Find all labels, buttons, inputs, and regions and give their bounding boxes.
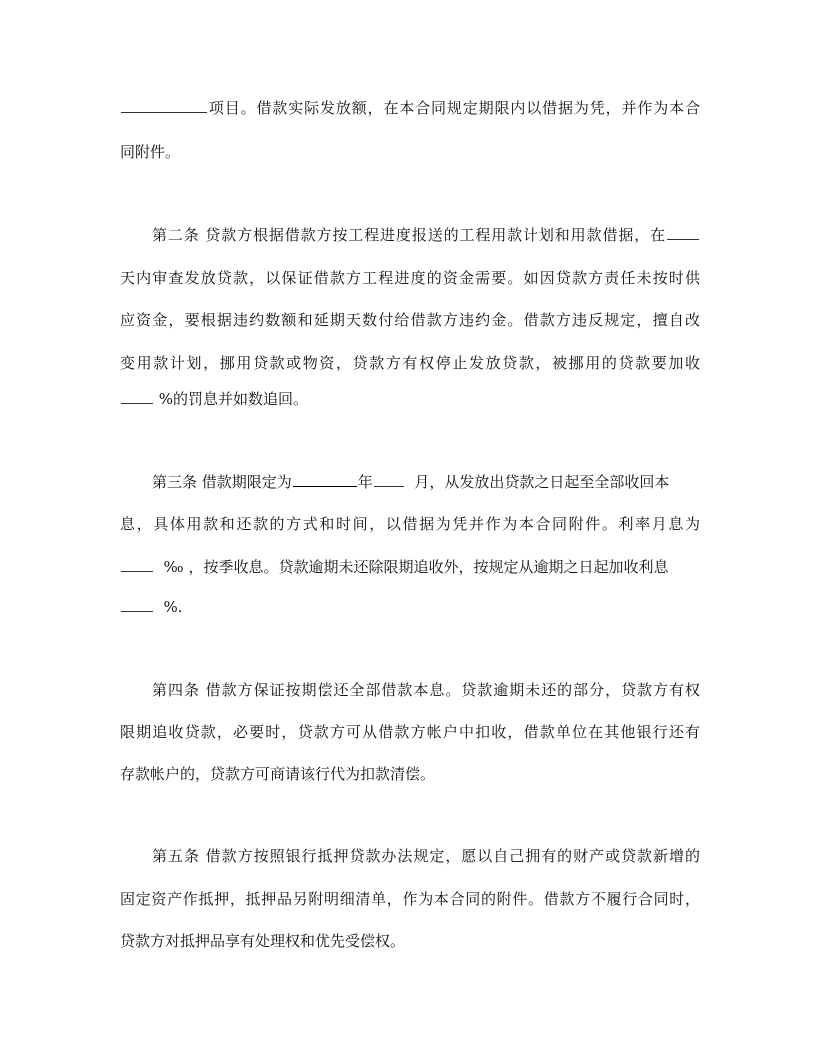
article-3-line-2: 息，具体用款和还款的方式和时间，以借据为凭并作为本合同附件。利率月息为 [120, 515, 700, 533]
article-4-line-1: 第四条 借款方保证按期偿还全部借款本息。贷款逾期未还的部分，贷款方有权 [152, 681, 700, 699]
article-4-line-3: 存款帐户的，贷款方可商请该行代为扣款清偿。 [120, 765, 436, 783]
review-days-blank[interactable] [667, 224, 699, 240]
article-3-line-4 [120, 596, 700, 617]
year-label: 年 [357, 473, 373, 491]
article-2-line-3: 应资金，要根据违约数额和延期天数付给借款方违约金。借款方违反规定，擅自改 [120, 311, 700, 329]
loan-months-blank[interactable] [374, 471, 404, 487]
article-2-line-1 [152, 224, 700, 245]
p1-line-1-text: 项目。借款实际发放额，在本合同规定期限内以借据为凭，并作为本合 [208, 99, 700, 117]
article-2-line-1-text: 第二条 贷款方根据借款方按工程进度报送的工程用款计划和用款借据，在 [152, 226, 666, 244]
overdue-rate-blank[interactable] [121, 596, 153, 612]
article-3-line-1-text: 第三条 借款期限定为 [152, 473, 292, 491]
article-5-line-3: 贷款方对抵押品享有处理权和优先受偿权。 [120, 932, 406, 950]
article-3-line-3-text: ‰ ，按季收息。贷款逾期未还除限期追收外，按规定从逾期之日起加收利息 [163, 558, 669, 576]
article-3-line-3 [120, 556, 700, 577]
article-5-line-1: 第五条 借款方按照银行抵押贷款办法规定，愿以自己拥有的财产或贷款新增的 [152, 847, 700, 865]
loan-years-blank[interactable] [293, 471, 357, 487]
penalty-rate-blank[interactable] [121, 388, 153, 404]
article-2-line-4: 变用款计划，挪用贷款或物资，贷款方有权停止发放贷款，被挪用的贷款要加收 [120, 354, 700, 372]
article-2-line-5-text: %的罚息并如数追回。 [158, 390, 309, 408]
article-5-line-2: 固定资产作抵押，抵押品另附明细清单，作为本合同的附件。借款方不履行合同时， [120, 890, 700, 908]
project-blank[interactable] [121, 97, 207, 113]
article-3-line-4-text: %. [163, 598, 183, 616]
monthly-rate-blank[interactable] [121, 556, 153, 572]
article-3-line-1-tail: 月，从发放出贷款之日起至全部收回本 [414, 473, 670, 491]
article-3-line-1 [152, 471, 700, 492]
p1-line-1 [120, 97, 700, 118]
article-4-line-2: 限期追收贷款，必要时，贷款方可从借款方帐户中扣收，借款单位在其他银行还有 [120, 723, 700, 741]
article-2-line-5 [120, 388, 700, 409]
article-2-line-2: 天内审查发放贷款，以保证借款方工程进度的资金需要。如因贷款方责任未按时供 [120, 269, 700, 287]
p1-line-2: 同附件。 [120, 143, 181, 161]
